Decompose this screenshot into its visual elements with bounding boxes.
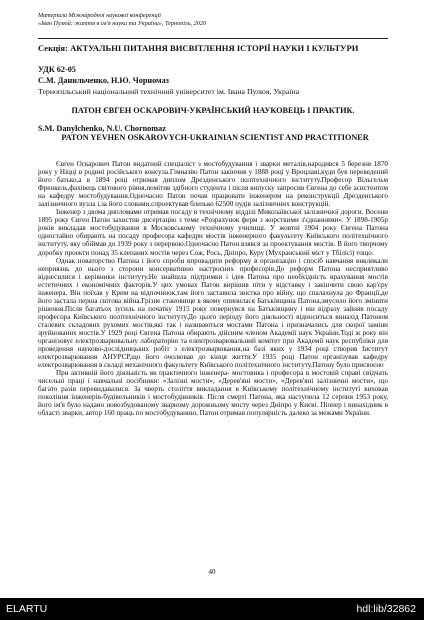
page-number: 40 [208,568,216,576]
conference-header [38,12,338,28]
repository-footer [0,598,424,620]
header-line-1: Матеріали Міжнародної наукової конференції [38,12,162,19]
article-title-english: PATON YEVHEN OSKAROVYCH-UKRAINIAN SCIENTIST AND PRACTITIONER [61,133,369,142]
authors-ukrainian: С.М. Данильченко, Н.Ю. Чорномаз [38,76,169,85]
handle-id[interactable]: hdl:lib/32862 [356,603,416,615]
udk-code: УДК 62-05 [38,65,76,74]
paragraph: Однак новаторство Патона і його спроби впровадити реформу в організацію і спосіб навчання викликали неприязнь до нього з сторони консервативно настроєних професорів.До реформ Патона несприятливо віднесилися і керівники інституту.Не знайшла підтримки і ідея Патона про необхідність врахування мостів естетичних і економічних факторів.У цих умовах Патон вирішив піти у відставку і закінчити свою кар'єру інженера. Він поїхав у Крим на відпочинок,там його заставила звістка про війну, що спалахнула до Франції,де його застала перша світова війна.Грізне становище в якому опинилася Батьківщина Патона,змусило його змінити рішення.Після багатьох зусиль на початку 1915 року повернувся на Батьківщину і він відразу зайняв посаду професора Київського політехнічного інституту.До цього періоду його діяльності відноситься винахід Патоном сталевих складових рухомих мостів,які так і називаються мостами Патона і призначались для скорої заміни зруйнованих мостів.У 1929 році Євгена Патона обирають дійсним членом Академії наук України.Тоді ж року він організовує електрозварювальну лабораторію та електрозварювальний комітет при Академії наук республіки для проведення науково-дослідницьких робіт з електрозварювання,на базі яких у 1934 році створив Інститут електрозварювання АНУРСР,що його очолював до кінця життя.У 1935 році Патон організував кафедру електрозварювання в складі механічного факультету Київського політехнічного інституту.Патону було присвоєно [38,256,388,370]
paragraph: Євген Оскарович Патон видатний спеціаліст з мостобудування і зварки металів,народився 5 березня 1870 року у Ніцці в родині російського консула.Гімназію Патон закінчив у 1888 році у Вроцлаві,куди був переведений його батько,а в 1894 році отримав диплом Дрезденського політехнічного інституту.Професор Вільгельм Френкель,фахівець світового рівня,помітив здібного студента і після випуску запросив Євгена до себе асистентом на кафедру мостобудування.Одночасно Патон почав працювати інженером на реконструкції Дрезденського залізничного вузла і,за його словами,спроектував близько 62500 пудів залізничних конструкцій. [38,160,388,209]
authors-english: S.M. Danylchenko, N.U. Chornomaz [38,124,166,133]
article-title-ukrainian: ПАТОН ЄВГЕН ОСКАРОВИЧ-УКРАЇНСЬКИЙ НАУКОВЕЦЬ І ПРАКТИК. [71,106,355,115]
paragraph: При активній його діяльність як практичного інженера- мостовика і професора в мостовій справі свідчать чисельні праці і навчальні посібники: «Залізні мости», «Дерев'яні мости», «Дерев'яні залізничні мости», що багато разів перевидавалися. За чверть століття викладання в Київському політехнічному інституті виховав покоління інженерів-будівельників і мостобудівників. Після смерті Патона, яка наступила 12 серпня 1953 року, його ім'я було надано новозбудованому зварному дорожньому мосту через Дніпро у Києві. Піонер і винахідник в області зварки, автор 160 праць по мостобудуванню, Патон отримав популярність далеко за межами України. [38,369,388,418]
header-divider [38,38,388,39]
repository-name: ELARTU [6,603,48,615]
section-title: Секція: АКТУАЛЬНІ ПИТАННЯ ВИСВІТЛЕННЯ ІСТОРІЇ НАУКИ І КУЛЬТУРИ [38,43,359,53]
paragraph: Інженер з двома дипломами отримав посаду в технічному відділі Миколаївської залізничної дороги. Восени 1895 року Євген Патон захистив дисертацію з теми «Розрахунок ферм з жорсткими з'єднаннями». У 1898-1905р років викладав мостобудування в Московському технічному училищі. У жовтні 1904 року Євгена Патона одностайно обирають на посаду професора кафедри мостів інженерного факультету Київського політехнічного інституту, яку обіймав до 1939 року з перервою.Одночасно Патон взявся за проектування мостів. В його творчому доробку проекти понад 35 клепаних мостів через Сож, Рось, Дніпро, Куру (Мухранський міст у Тбілісі) тощо. [38,208,388,257]
affiliation: Тернопільський національний технічний університет ім. Івана Пулюя, Україна [38,87,300,96]
article-body [38,160,388,418]
header-line-2: «Іван Пулюй: життя в ім'я науки та України», Тернопіль, 2020 [38,20,206,27]
